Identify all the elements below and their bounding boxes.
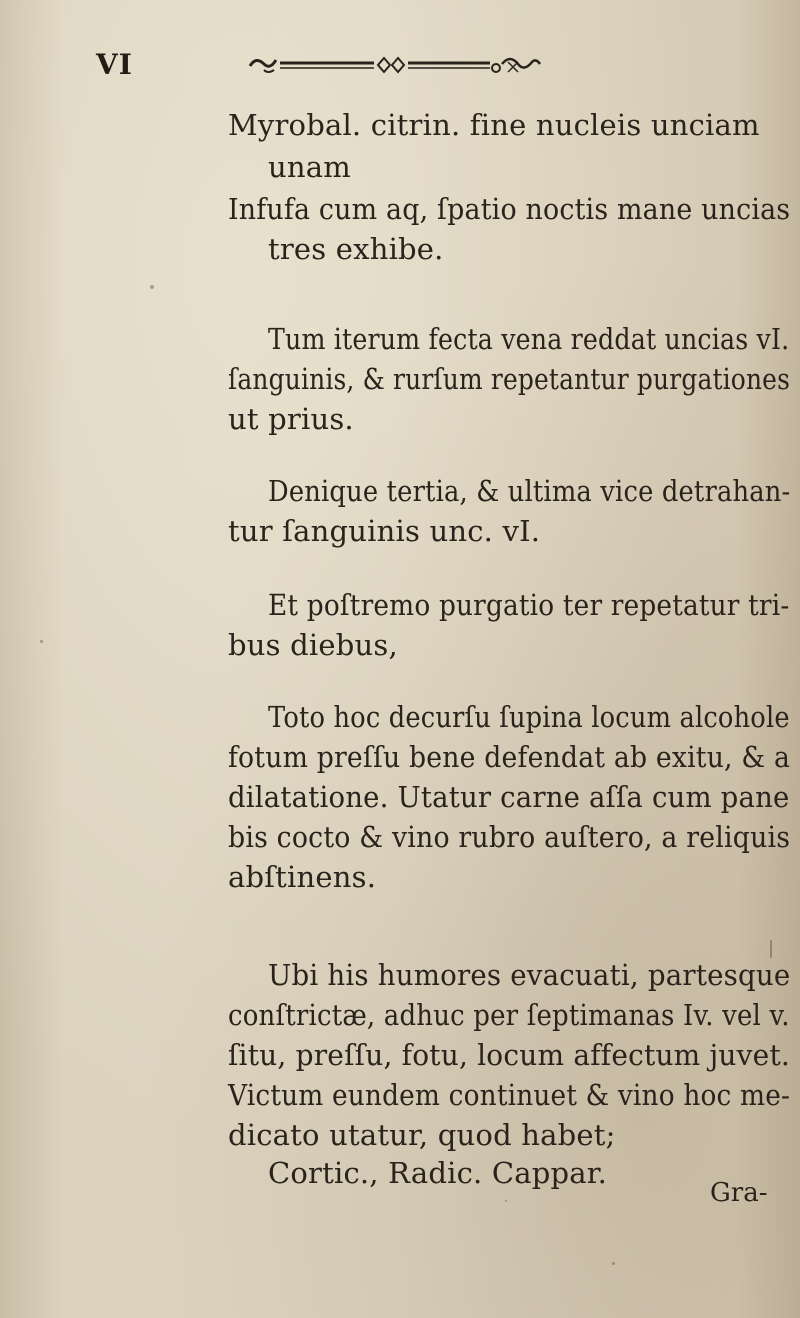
text-line: Myrobal. citrin. fine nucleis unciam (228, 108, 760, 142)
text-line: Ubi his humores evacuati, partesque (268, 958, 791, 992)
header-ornament-icon (246, 52, 546, 78)
text-line: fotum preſſu bene defendat ab exitu, & a (228, 740, 791, 774)
text-line: Tum iterum fecta vena reddat uncias vI. (268, 322, 790, 356)
text-line: ſitu, preſſu, fotu, locum affectum juvet. (228, 1038, 791, 1072)
text-line: Toto hoc decurſu ſupina locum alcohole (268, 700, 790, 734)
text-line: Et poſtremo purgatio ter repetatur tri- (268, 588, 790, 622)
catchword: Gra- (710, 1178, 768, 1208)
text-line: bus diebus, (228, 628, 398, 662)
text-line: ſanguinis, & rurſum repetantur purgationes (228, 362, 791, 396)
text-line: bis cocto & vino rubro auſtero, a reliquis (228, 820, 791, 854)
page-header (88, 48, 648, 84)
text-line: Infufa cum aq, ſpatio noctis mane uncias (228, 192, 791, 226)
text-line: tur ſanguinis unc. vI. (228, 514, 541, 548)
text-line: Cortic., Radic. Cappar. (268, 1156, 608, 1190)
text-line: ut prius. (228, 402, 354, 436)
text-line: dicato utatur, quod habet; (228, 1118, 616, 1152)
text-line: Denique tertia, & ultima vice detrahan- (268, 474, 791, 508)
text-line: unam (268, 150, 351, 184)
text-line: Victum eundem continuet & vino hoc me- (228, 1078, 791, 1112)
text-line: tres exhibe. (268, 232, 444, 266)
text-line: abſtinens. (228, 860, 377, 894)
text-line: conſtrictæ, adhuc per ſeptimanas Iv. vel v. (228, 998, 790, 1032)
text-line: dilatatione. Utatur carne aſſa cum pane (228, 780, 790, 814)
page-number: VI (96, 48, 133, 81)
